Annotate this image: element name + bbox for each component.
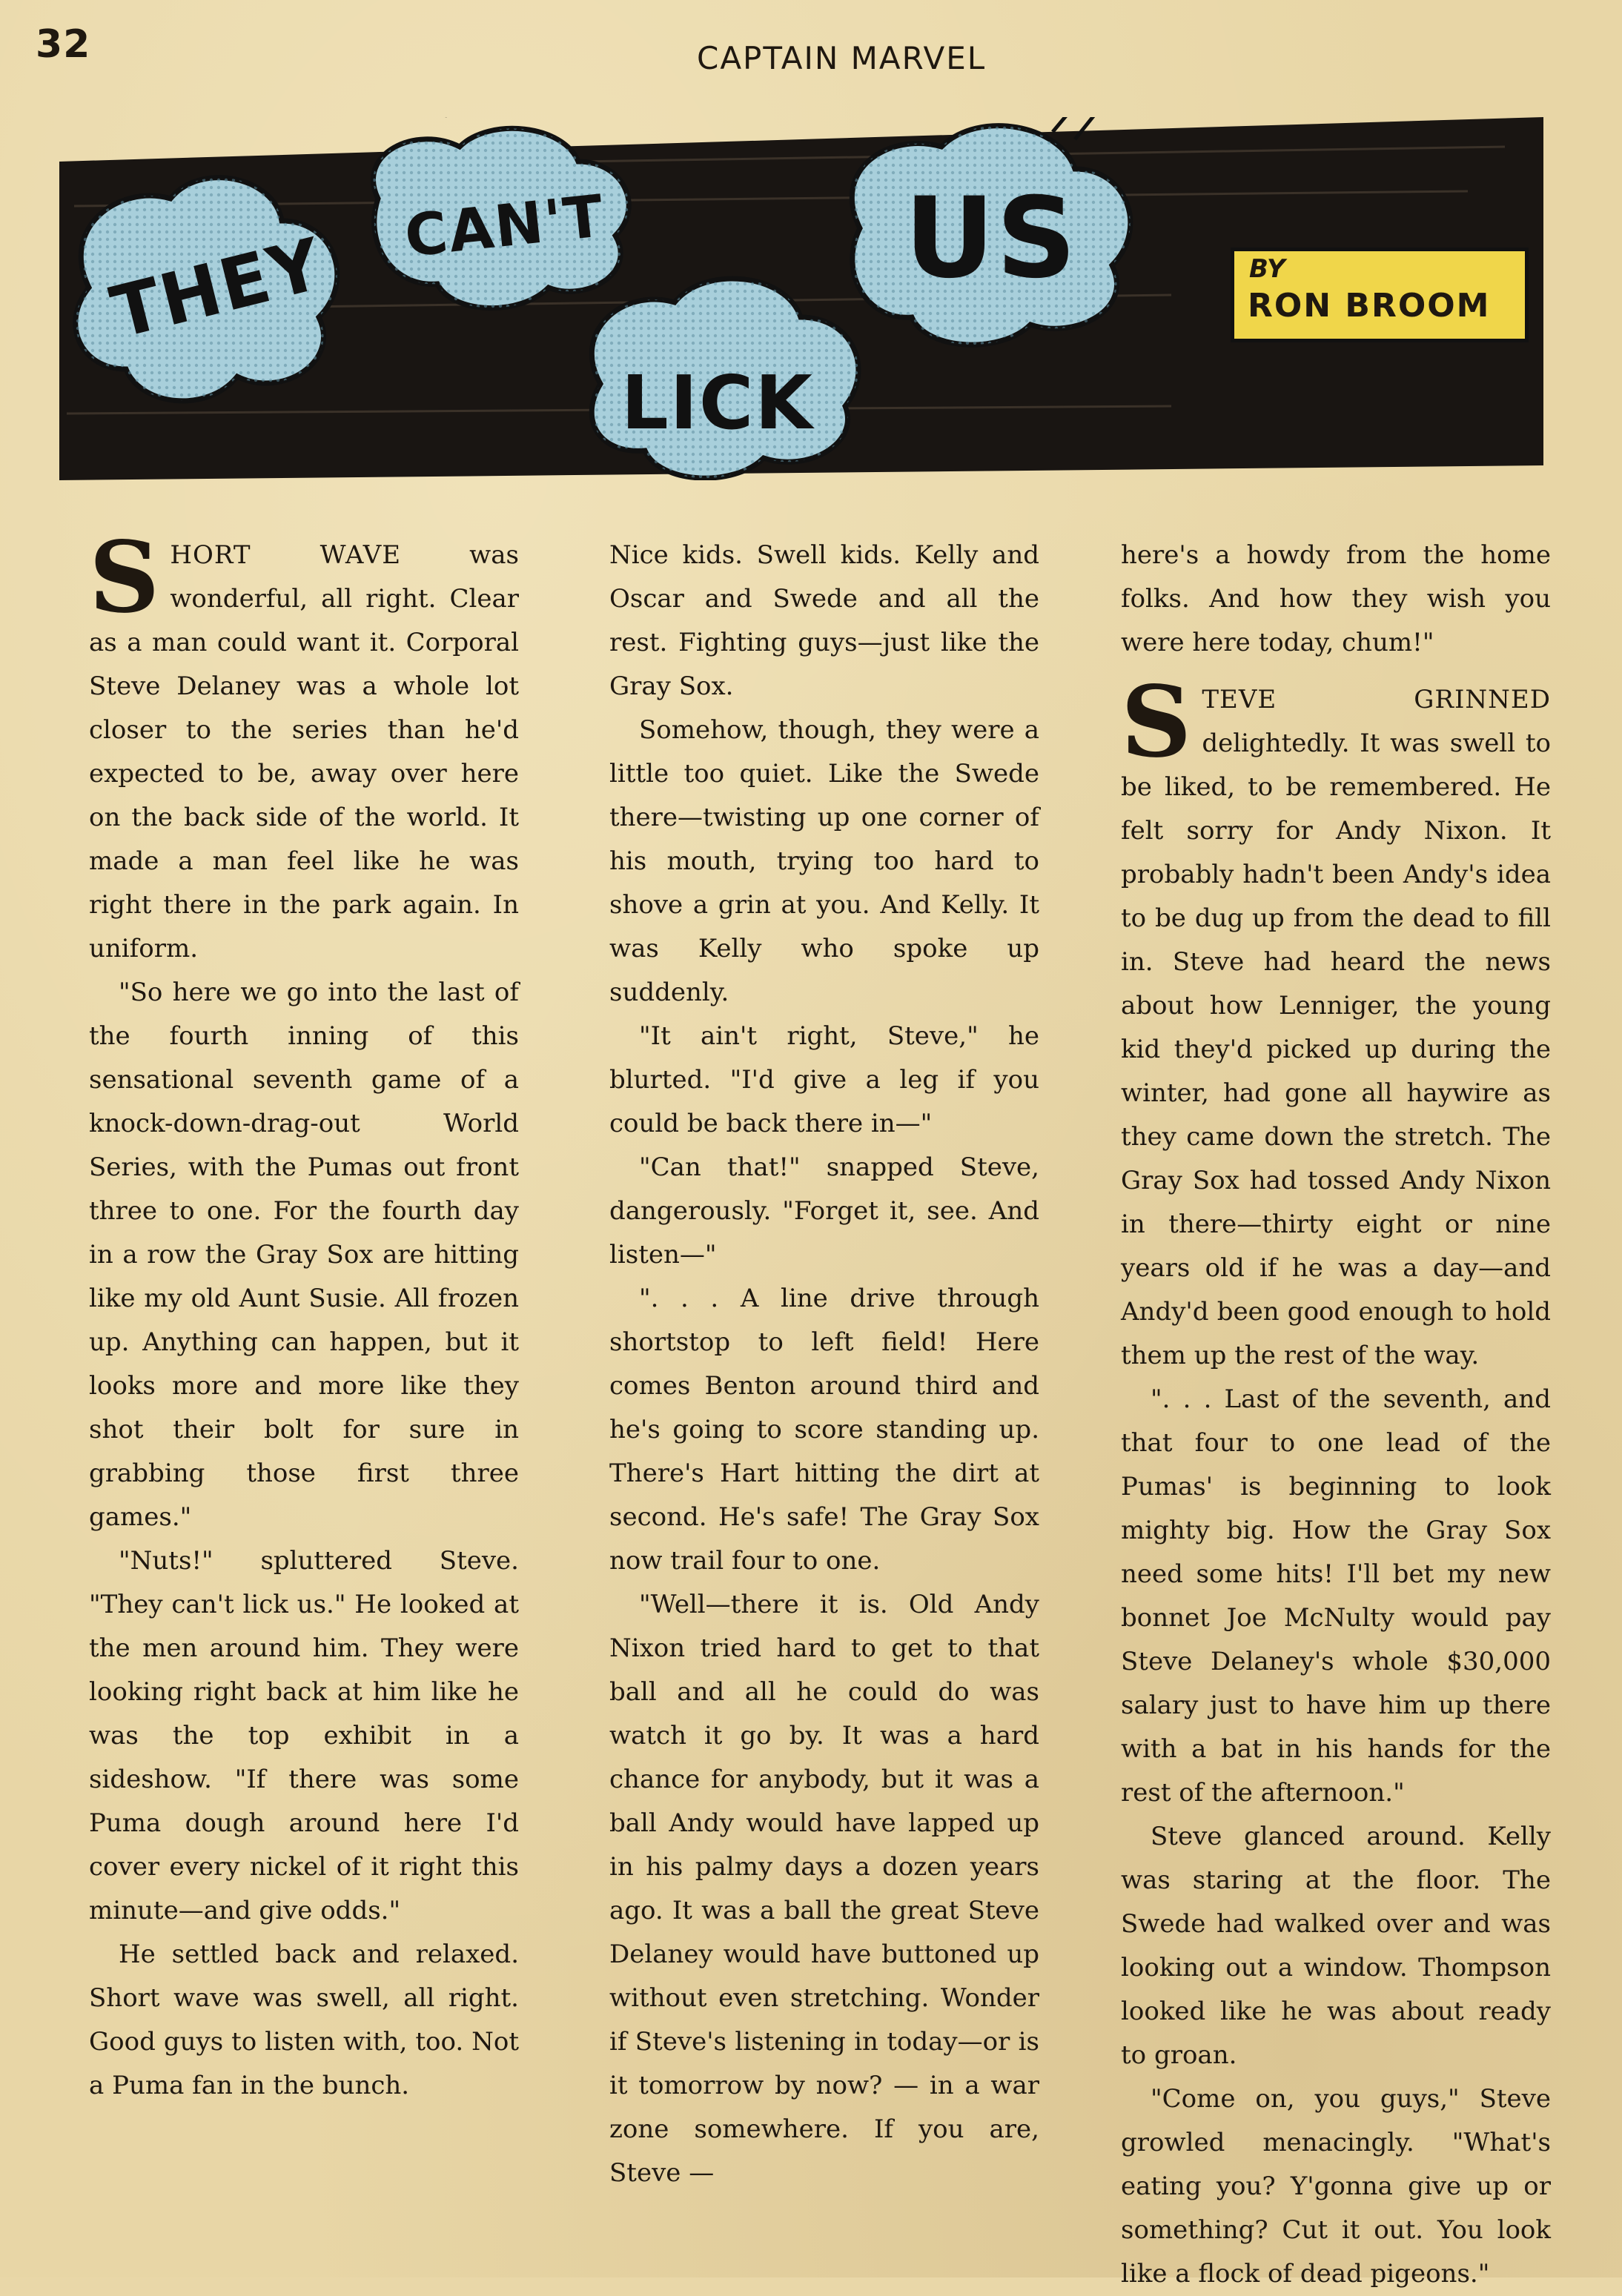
byline-author: RON BROOM [1248, 287, 1491, 325]
paragraph: "Come on, you guys," Steve growled menacingly. "What's eating you? Y'gonna give up or something? Cut it out. You look like a flock of dead pigeons." [1121, 2084, 1551, 2289]
paragraph: here's a howdy from the home folks. And how they wish you were here today, chum!" [1121, 540, 1551, 657]
paragraph: "Well—there it is. Old Andy Nixon tried hard to get to that ball and all he could do was watch it go by. It was a hard chance for anybody, but it was a ball Andy would have lapped up in his palmy days a dozen years ago. It was a ball the great Steve Delaney would have buttoned up without even stretching. Wonder if Steve's listening in today—or is it tomorrow by now? — in a war zone somewhere. If you are, Steve — [609, 1590, 1039, 2188]
byline-box [1202, 215, 1551, 459]
story-column-2 [609, 534, 1039, 2195]
lead-in: TEVE GRINNED [1202, 685, 1551, 714]
paragraph: He settled back and relaxed. Short wave was swell, all right. Good guys to listen with, too. Not a Puma fan in the bunch. [89, 1940, 519, 2100]
running-head: CAPTAIN MARVEL [697, 40, 987, 76]
drop-cap: S [1121, 665, 1192, 780]
story-column-3 [1121, 534, 1551, 2296]
page-number: 32 [36, 22, 91, 67]
paragraph [89, 520, 519, 971]
title-word-us: US [904, 174, 1078, 303]
paragraph-text: was wonderful, all right. Clear as a man could want it. Corporal Steve Delaney was a whole lot closer to the series than he'd expected to be, away over here on the back side of the world. It made a man feel like he was right there in the park again. In uniform. [89, 540, 519, 963]
title-word-lick: LICK [621, 359, 814, 446]
paragraph: Somehow, though, they were a little too quiet. Like the Swede there—twisting up one corner of his mouth, trying too hard to shove a grin at you. And Kelly. It was Kelly who spoke up suddenly. [609, 715, 1039, 1007]
title-word-they: THEY [103, 222, 331, 355]
paragraph [1121, 665, 1551, 1378]
byline-panel [1231, 248, 1529, 342]
drop-cap: S [89, 520, 160, 635]
paragraph: "Can that!" snapped Steve, dangerously. "Forget it, see. And listen—" [609, 1152, 1039, 1270]
paragraph: "It ain't right, Steve," he blurted. "I'd give a leg if you could be back there in—" [609, 1021, 1039, 1138]
paragraph: ". . . A line drive through shortstop to left field! Here comes Benton around third and he's going to score standing up. There's Hart hitting the dirt at second. He's safe! The Gray Sox now trail four to one. [609, 1284, 1039, 1576]
story-column-1 [89, 520, 519, 2108]
paragraph: "So here we go into the last of the fourth inning of this sensational seventh game of a knock-down-drag-out World Series, with the Pumas out front three to one. For the fourth day in a row the Gray Sox are hitting like my old Aunt Susie. All frozen up. Anything can happen, but it looks more and more like they shot their bolt for sure in grabbing those first three games." [89, 978, 519, 1532]
title-word-cant: CAN'T [401, 183, 608, 271]
paragraph-text: delightedly. It was swell to be liked, to be remembered. He felt sorry for Andy Nixon. It probably hadn't been Andy's idea to be dug up from the dead to fill in. Steve had heard the news about how Lenniger, the young kid they'd picked up during the winter, had gone all haywire as they came down the stretch. The Gray Sox had tossed Andy Nixon in there—thirty eight or nine years old if he was a day—and Andy'd been good enough to hold them up the rest of the way. [1121, 729, 1551, 1370]
story-columns [74, 520, 1557, 2289]
lead-in: HORT WAVE [170, 540, 402, 570]
paragraph: Steve glanced around. Kelly was staring at the floor. The Swede had walked over and was looking out a window. Thompson looked like he was about ready to groan. [1121, 1822, 1551, 2070]
byline-by: BY [1249, 254, 1285, 284]
paragraph: Nice kids. Swell kids. Kelly and Oscar and Swede and all the rest. Fighting guys—just like the Gray Sox. [609, 540, 1039, 701]
paragraph: ". . . Last of the seventh, and that four to one lead of the Pumas' is beginning to look mighty big. How the Gray Sox need some hits! I'll bet my new bonnet Joe McNulty would pay Steve Delaney's whole $30,000 salary just to have him up there with a bat in his hands for the rest of the afternoon." [1121, 1384, 1551, 1808]
paragraph: "Nuts!" spluttered Steve. "They can't lick us." He looked at the men around him. They were looking right back at him like he was the top exhibit in a sideshow. "If there was some Puma dough around here I'd cover every nickel of it right this minute—and give odds." [89, 1546, 519, 1925]
